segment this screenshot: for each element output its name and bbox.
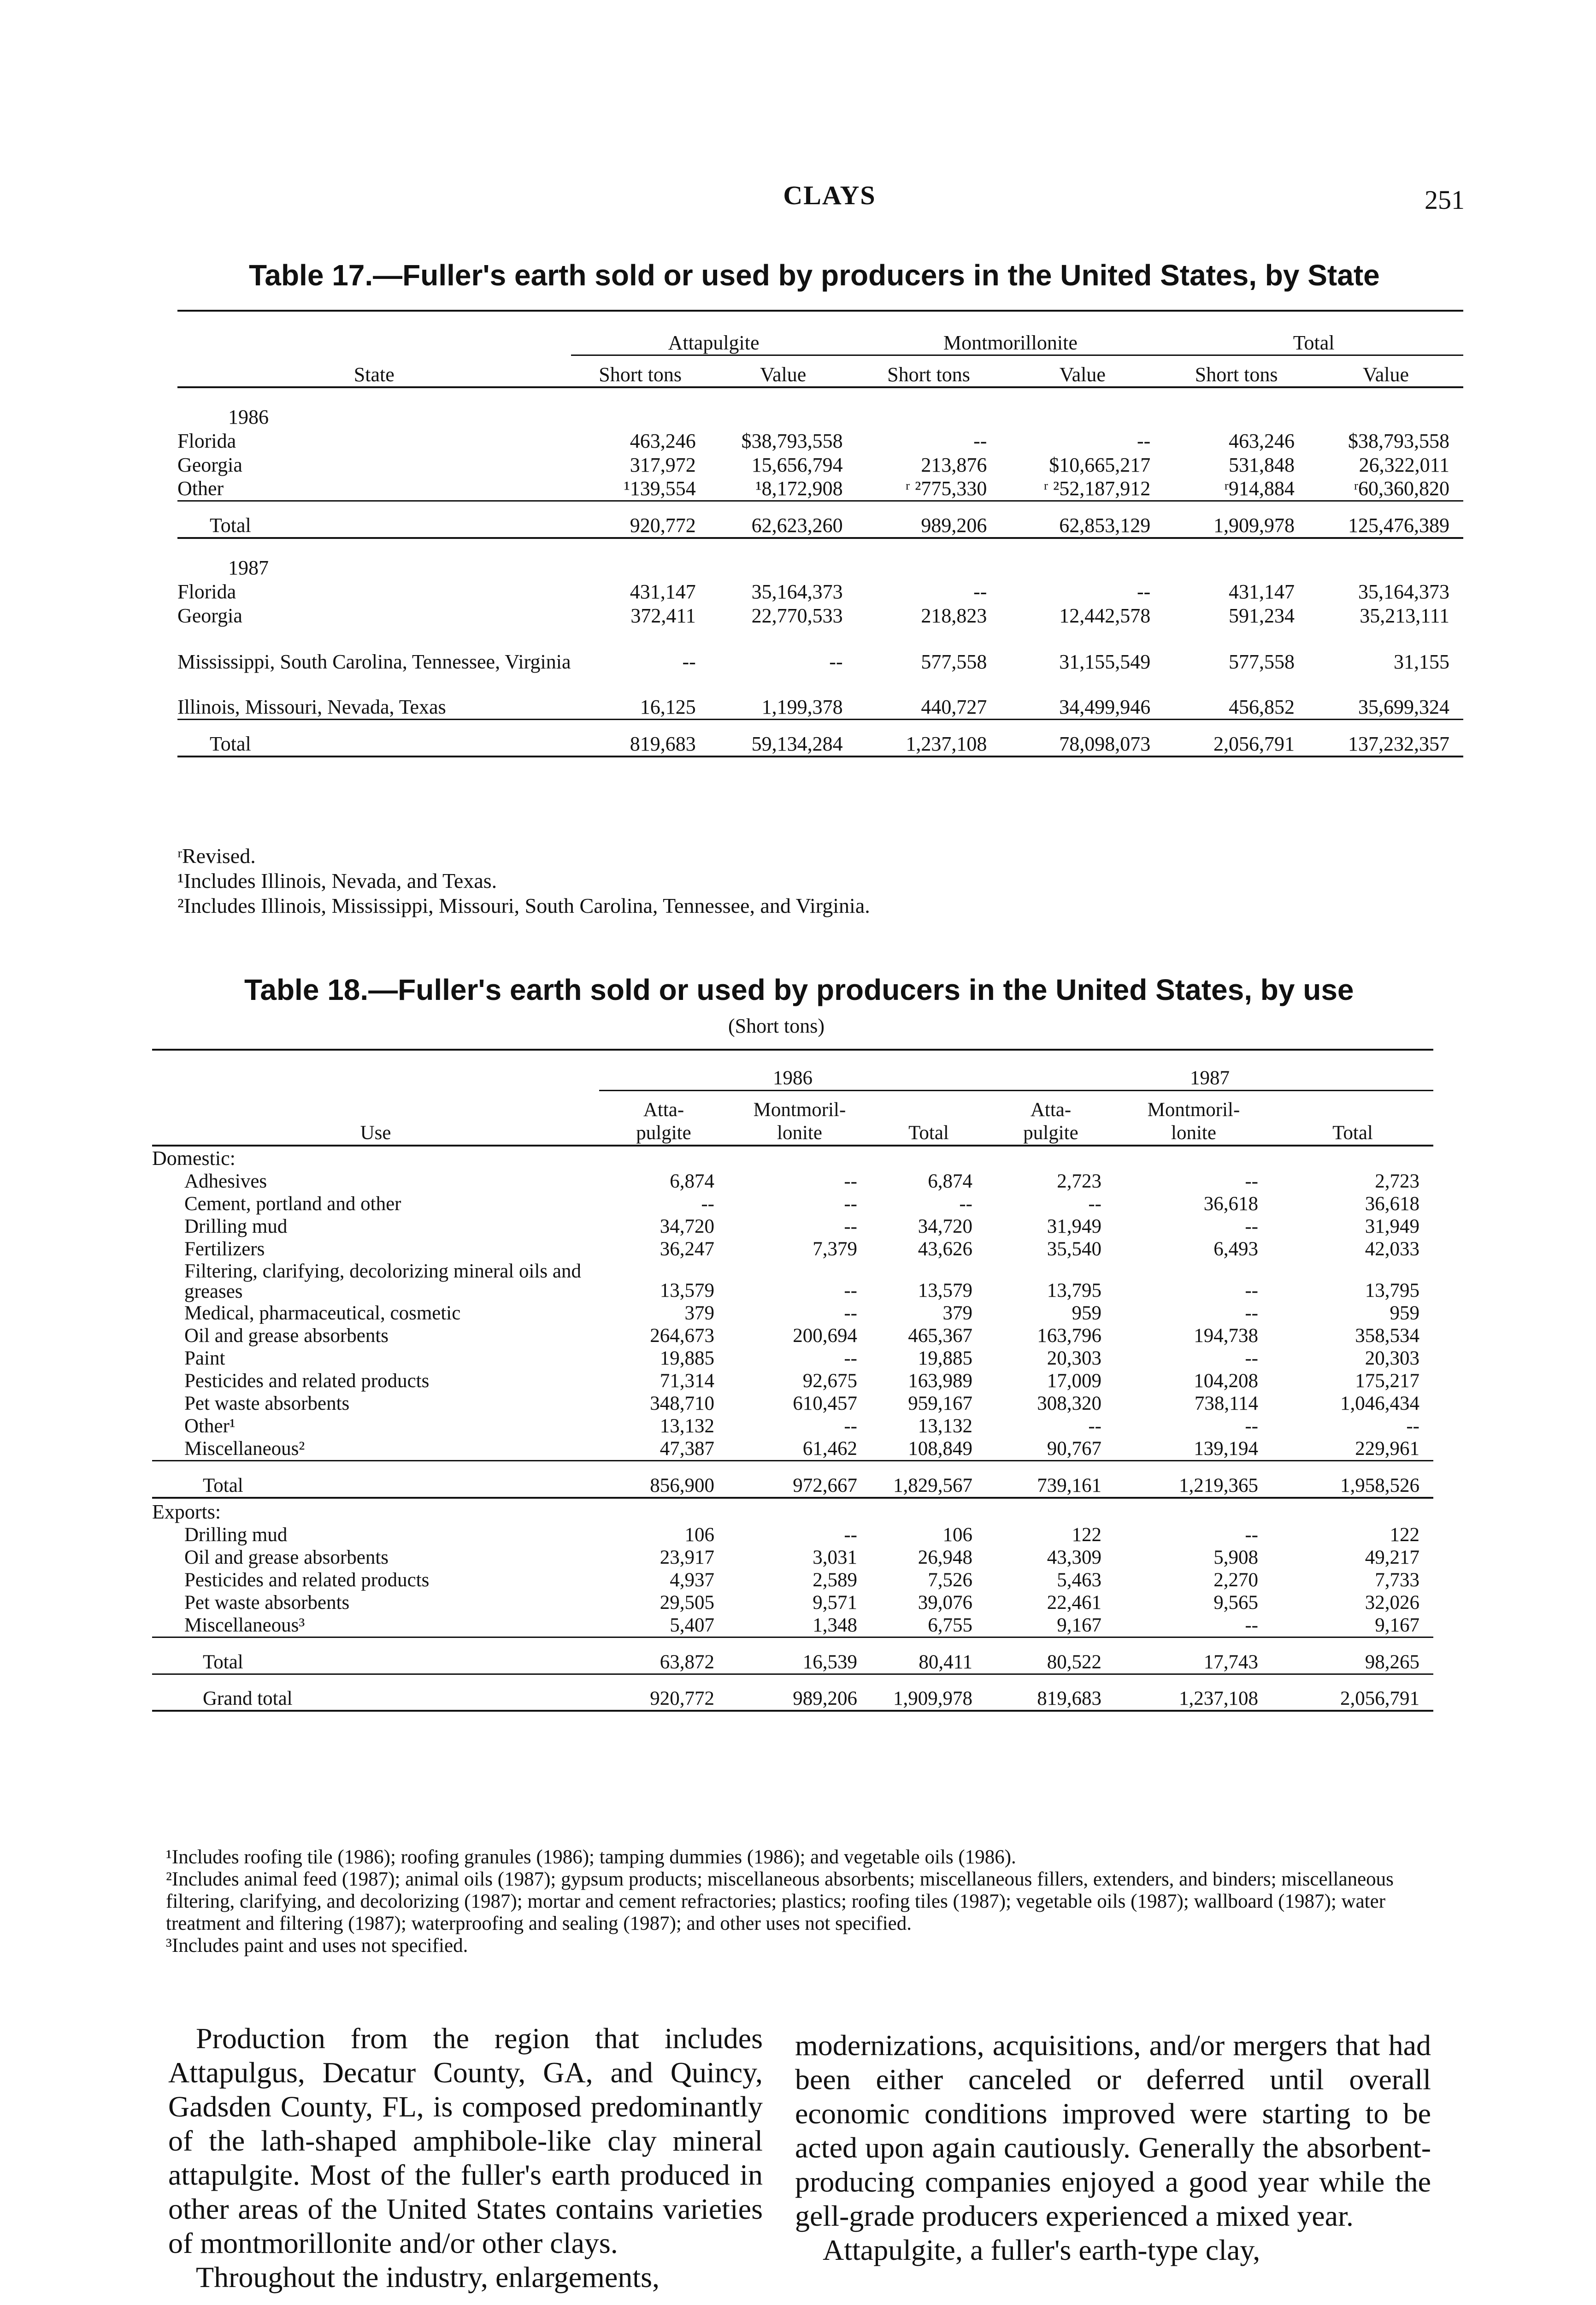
table18-use-cell: Total	[203, 1474, 243, 1496]
table18-cell-m87: 9,565	[1213, 1591, 1258, 1614]
table18-row	[152, 1238, 1433, 1260]
table18-year-1986: 1986	[599, 1058, 986, 1090]
table17-cell-t-tons: 463,246	[1228, 430, 1295, 452]
table18-use-cell: Filtering, clarifying, decolorizing mineral oils and greases	[184, 1260, 581, 1302]
table18-cell-a86: 920,772	[650, 1688, 714, 1709]
table17-cell-m-tons: --	[973, 430, 987, 452]
table18-cell-t87: 175,217	[1355, 1370, 1419, 1392]
table18-cell-m87: 36,618	[1203, 1193, 1258, 1215]
table17-cell-m-val: 12,442,578	[1059, 604, 1151, 627]
table18-cell-t86: 19,885	[918, 1348, 972, 1369]
table18-row	[152, 1392, 1433, 1415]
table18-cell-t87: 32,026	[1365, 1591, 1419, 1614]
table17-sub-value: Value	[1362, 363, 1409, 386]
table17-col-state: State	[353, 363, 395, 386]
table18-use-cell: Pet waste absorbents	[184, 1393, 350, 1414]
page-number: 251	[1425, 185, 1465, 215]
table18-sub-attapulgite: Atta- pulgite	[636, 1099, 691, 1144]
table17-sub-short-tons: Short tons	[599, 363, 682, 386]
table17-cell-t-tons: 531,848	[1228, 454, 1295, 476]
table18-cell-m86: --	[844, 1348, 857, 1369]
table18-row	[152, 1591, 1433, 1614]
body-paragraph: Production from the region that includes Attapulgus, Decatur County, GA, and Quincy, Gadsden County, FL, is composed predominantly of the lath-shaped amphibole-like clay mineral attapulgite. Most of the fuller's earth produced in other areas of the United States contains varieties of montmorillonite and/or other clays.	[168, 2022, 763, 2259]
table17	[177, 323, 1463, 757]
body-right-column	[795, 2028, 1431, 2267]
table17-cell-m-val: $10,665,217	[1049, 454, 1151, 476]
table18-sub-total: Total	[908, 1122, 949, 1144]
table18-cell-t87: 49,217	[1365, 1546, 1419, 1568]
table18-use-cell: Medical, pharmaceutical, cosmetic	[184, 1302, 461, 1324]
body-paragraph: Attapulgite, a fuller's earth-type clay,	[823, 2234, 1260, 2266]
table17-group-total: Total	[1164, 323, 1463, 355]
table18-cell-a87: 31,949	[1047, 1216, 1101, 1237]
table17-cell-a-val: 1,199,378	[761, 696, 843, 718]
table17-cell-m-val: 31,155,549	[1059, 650, 1151, 673]
table18-row	[152, 1215, 1433, 1238]
table18-cell-a86: 13,579	[660, 1280, 714, 1301]
table18-sub-montmorillonite: Montmoril- lonite	[753, 1099, 846, 1144]
table17-cell-a-val: 62,623,260	[751, 514, 843, 537]
table18-cell-a87: --	[1088, 1193, 1101, 1215]
table18-footnote: ²Includes animal feed (1987); animal oils (1987); gypsum products; miscellaneous absorbents; miscellaneous fillers, extenders, and binders; miscellaneous filtering, clarifying, and decolorizing (1987); mortar and cement refractories; plastics; roofing tiles (1987); vegetable oils (1987); wallboard (1987); water treatment and filtering (1987); waterproofing and sealing (1987); and other uses not specified.	[166, 1868, 1394, 1934]
table18-row	[152, 1437, 1433, 1461]
table17-cell-a-val: $38,793,558	[741, 430, 843, 452]
table17-cell-a-val: 59,134,284	[751, 732, 843, 755]
table18-cell-a87: 43,309	[1047, 1546, 1101, 1568]
table17-total-row	[177, 720, 1463, 757]
table18-cell-a87: 5,463	[1057, 1569, 1101, 1591]
table17-cell-m-val: --	[1137, 580, 1151, 603]
table17-cell-a-tons: 819,683	[630, 732, 696, 755]
table18-row	[152, 1347, 1433, 1370]
table18-cell-a86: 5,407	[670, 1614, 714, 1636]
body-left-column	[168, 2021, 763, 2294]
table18-cell-t86: 34,720	[918, 1216, 972, 1237]
table17-cell-a-tons: 16,125	[640, 696, 696, 718]
table17-sub-value: Value	[760, 363, 807, 386]
table17-cell-a-tons: 372,411	[630, 604, 696, 627]
table18-cell-a86: 34,720	[660, 1216, 714, 1237]
table18-use-cell: Grand total	[203, 1688, 293, 1709]
table17-state-cell: Illinois, Missouri, Nevada, Texas	[177, 696, 446, 718]
table18-use-cell: Drilling mud	[184, 1216, 288, 1237]
table17-cell-t-tons: 2,056,791	[1213, 732, 1295, 755]
table18-cell-a87: 80,522	[1047, 1651, 1101, 1673]
table18-total-row	[152, 1674, 1433, 1711]
table18-cell-m86: --	[844, 1193, 857, 1215]
table18-row	[152, 1193, 1433, 1215]
table18-cell-m86: 2,589	[813, 1569, 857, 1591]
table18-footnote: ³Includes paint and uses not specified.	[166, 1935, 468, 1956]
table18-total-row	[152, 1461, 1433, 1498]
table18-use-cell: Total	[203, 1651, 243, 1673]
table18-cell-t87: 959	[1390, 1302, 1419, 1324]
table18-cell-t86: 1,829,567	[893, 1474, 972, 1496]
table17-state-cell: Total	[210, 732, 251, 755]
table18-cell-m87: 17,743	[1203, 1651, 1258, 1673]
table17-row	[177, 477, 1463, 501]
table18-cell-t87: 1,958,526	[1340, 1474, 1419, 1496]
table18-cell-t87: 13,795	[1365, 1280, 1419, 1301]
table18-cell-m86: 9,571	[813, 1591, 857, 1614]
table17-row	[177, 579, 1463, 603]
table18-cell-m87: 194,738	[1194, 1325, 1258, 1347]
table17-sub-short-tons: Short tons	[1195, 363, 1278, 386]
table18-cell-t87: 20,303	[1365, 1348, 1419, 1369]
table18-cell-a87: 35,540	[1047, 1238, 1101, 1260]
table18-cell-a86: 47,387	[660, 1438, 714, 1460]
table18-cell-t86: 13,579	[918, 1280, 972, 1301]
table17-cell-t-tons: 1,909,978	[1213, 514, 1295, 537]
table17-cell-a-tons: --	[682, 650, 696, 673]
running-header-title: CLAYS	[783, 180, 876, 210]
table17-cell-m-tons: 989,206	[921, 514, 987, 537]
table18-cell-a86: 379	[684, 1302, 714, 1324]
table18-cell-m86: 972,667	[793, 1474, 857, 1496]
table18-top-rule	[152, 1049, 1433, 1051]
table18-cell-a87: 959	[1072, 1302, 1101, 1324]
table18-section-domestic: Domestic:	[152, 1147, 236, 1170]
table18-use-cell: Cement, portland and other	[184, 1193, 401, 1215]
table18-cell-m86: 200,694	[793, 1325, 857, 1347]
table18-cell-a87: 13,795	[1047, 1280, 1101, 1301]
table17-cell-m-tons: 577,558	[921, 650, 987, 673]
table18-use-cell: Miscellaneous³	[184, 1614, 305, 1636]
table17-state-cell: Other	[177, 477, 224, 500]
table17-cell-a-val: ¹8,172,908	[755, 477, 843, 500]
table18-cell-m87: 1,219,365	[1179, 1474, 1258, 1496]
table18-sub-attapulgite: Atta- pulgite	[1023, 1099, 1078, 1144]
table18-cell-a87: 17,009	[1047, 1370, 1101, 1392]
table18-row	[152, 1370, 1433, 1392]
table18-use-cell: Miscellaneous²	[184, 1438, 305, 1460]
table18-cell-t87: 42,033	[1365, 1238, 1419, 1260]
table18-cell-m87: 2,270	[1213, 1569, 1258, 1591]
table17-row	[177, 429, 1463, 453]
table17-footnote: ʳRevised.	[177, 844, 256, 868]
table18-cell-t86: 108,849	[908, 1438, 972, 1460]
table18-cell-a87: 20,303	[1047, 1348, 1101, 1369]
table17-total-row	[177, 501, 1463, 538]
table18-cell-t86: 43,626	[918, 1238, 972, 1260]
table17-cell-m-tons: 440,727	[921, 696, 987, 718]
table18-total-row	[152, 1637, 1433, 1674]
table17-cell-t-val: 35,699,324	[1358, 696, 1449, 718]
table17-footnote: ¹Includes Illinois, Nevada, and Texas.	[177, 869, 497, 892]
table18-cell-m87: --	[1245, 1348, 1258, 1369]
table17-group-montmorillonite: Montmorillonite	[857, 323, 1165, 355]
table17-cell-m-tons: 1,237,108	[906, 732, 987, 755]
table18-use-cell: Adhesives	[184, 1170, 267, 1192]
table17-year-1986: 1986	[228, 406, 269, 428]
table18-cell-t86: 80,411	[919, 1651, 972, 1673]
table18-cell-t86: 959,167	[908, 1393, 972, 1414]
table18-cell-m86: --	[844, 1280, 857, 1301]
table18-cell-m86: --	[844, 1415, 857, 1437]
table18-footnotes	[166, 1846, 1424, 1957]
table18-cell-a86: 36,247	[660, 1238, 714, 1260]
table18-cell-a87: 2,723	[1057, 1170, 1101, 1192]
table17-cell-m-val: --	[1137, 430, 1151, 452]
table17-cell-t-val: 137,232,357	[1348, 732, 1449, 755]
table18-use-cell: Pesticides and related products	[184, 1370, 430, 1392]
table17-cell-t-val: 35,164,373	[1358, 580, 1449, 603]
table17-cell-a-val: 22,770,533	[751, 604, 843, 627]
table18-use-cell: Pet waste absorbents	[184, 1591, 350, 1614]
table17-state-cell: Mississippi, South Carolina, Tennessee, Virginia	[177, 650, 571, 673]
table18-cell-t86: 6,755	[928, 1614, 972, 1636]
table17-cell-t-val: 31,155	[1394, 650, 1449, 673]
table18-year-1987: 1987	[986, 1058, 1433, 1090]
table18-row	[152, 1546, 1433, 1569]
table17-cell-m-tons: ʳ ²775,330	[905, 477, 987, 500]
table17-cell-m-val: ʳ ²52,187,912	[1043, 477, 1151, 500]
table17-cell-m-val: 78,098,073	[1059, 732, 1151, 755]
table18-cell-t86: 163,989	[908, 1370, 972, 1392]
table18-cell-t86: 465,367	[908, 1325, 972, 1347]
table17-row	[177, 453, 1463, 477]
table18-cell-t87: 122	[1390, 1524, 1419, 1546]
table18-cell-t87: --	[1406, 1415, 1419, 1437]
table18-use-cell: Fertilizers	[184, 1238, 265, 1260]
table17-cell-a-tons: 317,972	[630, 454, 696, 476]
table17-state-cell: Florida	[177, 580, 236, 603]
table18-cell-m86: 3,031	[813, 1546, 857, 1568]
table18-cell-t87: 7,733	[1375, 1569, 1419, 1591]
table18-cell-m87: 6,493	[1213, 1238, 1258, 1260]
table18-cell-a86: 29,505	[660, 1591, 714, 1614]
table18-cell-m87: --	[1245, 1302, 1258, 1324]
table18-cell-a87: 90,767	[1047, 1438, 1101, 1460]
table18-cell-m87: --	[1245, 1280, 1258, 1301]
table18-row	[152, 1324, 1433, 1347]
table18-row	[152, 1569, 1433, 1591]
table17-row	[177, 627, 1463, 674]
table18-cell-a87: 819,683	[1037, 1688, 1101, 1709]
table18-cell-m87: 104,208	[1194, 1370, 1258, 1392]
table18-cell-t87: 36,618	[1365, 1193, 1419, 1215]
table18-cell-t87: 9,167	[1375, 1614, 1419, 1636]
table18-cell-t87: 358,534	[1355, 1325, 1419, 1347]
table18-use-cell: Oil and grease absorbents	[184, 1325, 389, 1347]
table17-cell-m-tons: 218,823	[921, 604, 987, 627]
body-paragraph: Throughout the industry, enlargements,	[196, 2261, 660, 2293]
table17-cell-a-val: --	[829, 650, 843, 673]
table18-subtitle: (Short tons)	[728, 1015, 825, 1037]
table17-cell-t-tons: 431,147	[1228, 580, 1295, 603]
table18-cell-a87: 22,461	[1047, 1591, 1101, 1614]
table18-cell-t86: 6,874	[928, 1170, 972, 1192]
table18-cell-m87: 738,114	[1194, 1393, 1258, 1414]
table18-cell-a86: 63,872	[660, 1651, 714, 1673]
table18-use-cell: Paint	[184, 1348, 225, 1369]
table18-row	[152, 1170, 1433, 1193]
table18-cell-m86: 7,379	[813, 1238, 857, 1260]
table17-footnote: ²Includes Illinois, Mississippi, Missouri, South Carolina, Tennessee, and Virginia.	[177, 894, 870, 917]
table18-cell-a87: 163,796	[1037, 1325, 1101, 1347]
table17-state-cell: Georgia	[177, 604, 242, 627]
table18-cell-t87: 229,961	[1355, 1438, 1419, 1460]
table17-year-1987: 1987	[228, 556, 269, 579]
table17-cell-t-tons: ʳ914,884	[1224, 477, 1295, 500]
table18-cell-t87: 98,265	[1365, 1651, 1419, 1673]
table18-cell-m86: 61,462	[802, 1438, 857, 1460]
table17-footnotes	[177, 844, 870, 918]
table17-cell-t-val: ʳ60,360,820	[1354, 477, 1449, 500]
table17-cell-t-val: $38,793,558	[1348, 430, 1449, 452]
table18-cell-a86: 4,937	[670, 1569, 714, 1591]
table18-cell-m87: --	[1245, 1170, 1258, 1192]
table18-cell-t87: 31,949	[1365, 1216, 1419, 1237]
table18-cell-a86: 264,673	[650, 1325, 714, 1347]
table18	[152, 1058, 1433, 1712]
table17-row	[177, 603, 1463, 627]
table17-sub-short-tons: Short tons	[887, 363, 970, 386]
table18-section-exports: Exports:	[152, 1500, 221, 1523]
table18-cell-a86: 13,132	[660, 1415, 714, 1437]
table18-cell-a86: 348,710	[650, 1393, 714, 1414]
table18-cell-m87: 139,194	[1194, 1438, 1258, 1460]
table18-row	[152, 1302, 1433, 1324]
table17-sub-value: Value	[1059, 363, 1106, 386]
table18-cell-a87: --	[1088, 1415, 1101, 1437]
table18-sub-total: Total	[1332, 1122, 1373, 1144]
table18-use-cell: Other¹	[184, 1415, 236, 1437]
table18-cell-a87: 9,167	[1057, 1614, 1101, 1636]
table18-row	[152, 1524, 1433, 1546]
table18-cell-m86: --	[844, 1170, 857, 1192]
table17-cell-a-tons: ¹139,554	[624, 477, 696, 500]
table17-group-attapulgite: Attapulgite	[571, 323, 857, 355]
table17-cell-t-val: 125,476,389	[1348, 514, 1449, 537]
table18-cell-a86: 856,900	[650, 1474, 714, 1496]
table18-cell-m87: 5,908	[1213, 1546, 1258, 1568]
table18-cell-m87: --	[1245, 1216, 1258, 1237]
table18-sub-montmorillonite: Montmoril- lonite	[1147, 1099, 1240, 1144]
table18-use-cell: Drilling mud	[184, 1524, 288, 1546]
table17-state-cell: Florida	[177, 430, 236, 452]
table17-cell-a-val: 15,656,794	[751, 454, 843, 476]
table18-cell-a86: 71,314	[660, 1370, 714, 1392]
table18-cell-t86: 26,948	[918, 1546, 972, 1568]
table18-cell-m86: 610,457	[793, 1393, 857, 1414]
table18-cell-m87: 1,237,108	[1179, 1688, 1258, 1709]
table17-cell-m-tons: --	[973, 580, 987, 603]
table18-cell-m86: 989,206	[793, 1688, 857, 1709]
table18-cell-t86: 13,132	[918, 1415, 972, 1437]
table18-cell-t87: 1,046,434	[1340, 1393, 1419, 1414]
table17-title: Table 17.—Fuller's earth sold or used by producers in the United States, by State	[249, 259, 1380, 292]
table17-cell-a-val: 35,164,373	[751, 580, 843, 603]
table18-cell-a87: 308,320	[1037, 1393, 1101, 1414]
body-paragraph: modernizations, acquisitions, and/or mergers that had been either canceled or deferred until overall economic conditions improved were starting to be acted upon again cautiously. Generally the absorbent-producing companies enjoyed a good year while the gell-grade producers experienced a mixed year.	[795, 2029, 1431, 2232]
table17-cell-m-tons: 213,876	[921, 454, 987, 476]
table18-cell-m86: --	[844, 1524, 857, 1546]
table18-use-cell: Oil and grease absorbents	[184, 1546, 389, 1568]
table18-cell-t86: 106	[942, 1524, 972, 1546]
table17-row	[177, 674, 1463, 720]
table18-title: Table 18.—Fuller's earth sold or used by producers in the United States, by use	[244, 973, 1354, 1006]
table18-cell-t86: 7,526	[928, 1569, 972, 1591]
table18-cell-m87: --	[1245, 1415, 1258, 1437]
table18-cell-m86: 16,539	[802, 1651, 857, 1673]
table18-cell-a86: 19,885	[660, 1348, 714, 1369]
table18-cell-m87: --	[1245, 1524, 1258, 1546]
table18-cell-m86: 1,348	[813, 1614, 857, 1636]
table18-cell-a86: --	[701, 1193, 714, 1215]
table18-footnote: ¹Includes roofing tile (1986); roofing granules (1986); tamping dummies (1986); and vegetable oils (1986).	[166, 1846, 1016, 1868]
table17-state-cell: Georgia	[177, 454, 242, 476]
table17-cell-t-tons: 577,558	[1228, 650, 1295, 673]
table18-cell-a86: 23,917	[660, 1546, 714, 1568]
table17-cell-a-tons: 920,772	[630, 514, 696, 537]
table17-top-rule	[177, 310, 1463, 312]
table18-col-use: Use	[360, 1122, 391, 1144]
table18-cell-t86: 379	[942, 1302, 972, 1324]
table17-cell-a-tons: 463,246	[630, 430, 696, 452]
table17-cell-t-tons: 591,234	[1228, 604, 1295, 627]
table17-cell-t-tons: 456,852	[1228, 696, 1295, 718]
table18-cell-t87: 2,056,791	[1340, 1688, 1419, 1709]
table17-cell-t-val: 26,322,011	[1359, 454, 1449, 476]
table18-cell-m87: --	[1245, 1614, 1258, 1636]
table18-cell-a87: 122	[1072, 1524, 1101, 1546]
table18-cell-t86: 1,909,978	[893, 1688, 972, 1709]
table17-cell-m-val: 62,853,129	[1059, 514, 1151, 537]
table18-cell-m86: --	[844, 1302, 857, 1324]
table18-cell-m86: --	[844, 1216, 857, 1237]
table18-row	[152, 1260, 1433, 1302]
table18-cell-a86: 6,874	[670, 1170, 714, 1192]
table18-cell-t86: --	[959, 1193, 972, 1215]
table18-row	[152, 1614, 1433, 1637]
table17-cell-a-tons: 431,147	[630, 580, 696, 603]
table17-cell-m-val: 34,499,946	[1059, 696, 1151, 718]
table18-cell-a87: 739,161	[1037, 1474, 1101, 1496]
table17-state-cell: Total	[210, 514, 251, 537]
table18-cell-t86: 39,076	[918, 1591, 972, 1614]
table18-use-cell: Pesticides and related products	[184, 1569, 430, 1591]
table17-cell-t-val: 35,213,111	[1360, 604, 1449, 627]
table18-cell-a86: 106	[684, 1524, 714, 1546]
table18-row	[152, 1415, 1433, 1437]
table18-cell-t87: 2,723	[1375, 1170, 1419, 1192]
table18-cell-m86: 92,675	[802, 1370, 857, 1392]
